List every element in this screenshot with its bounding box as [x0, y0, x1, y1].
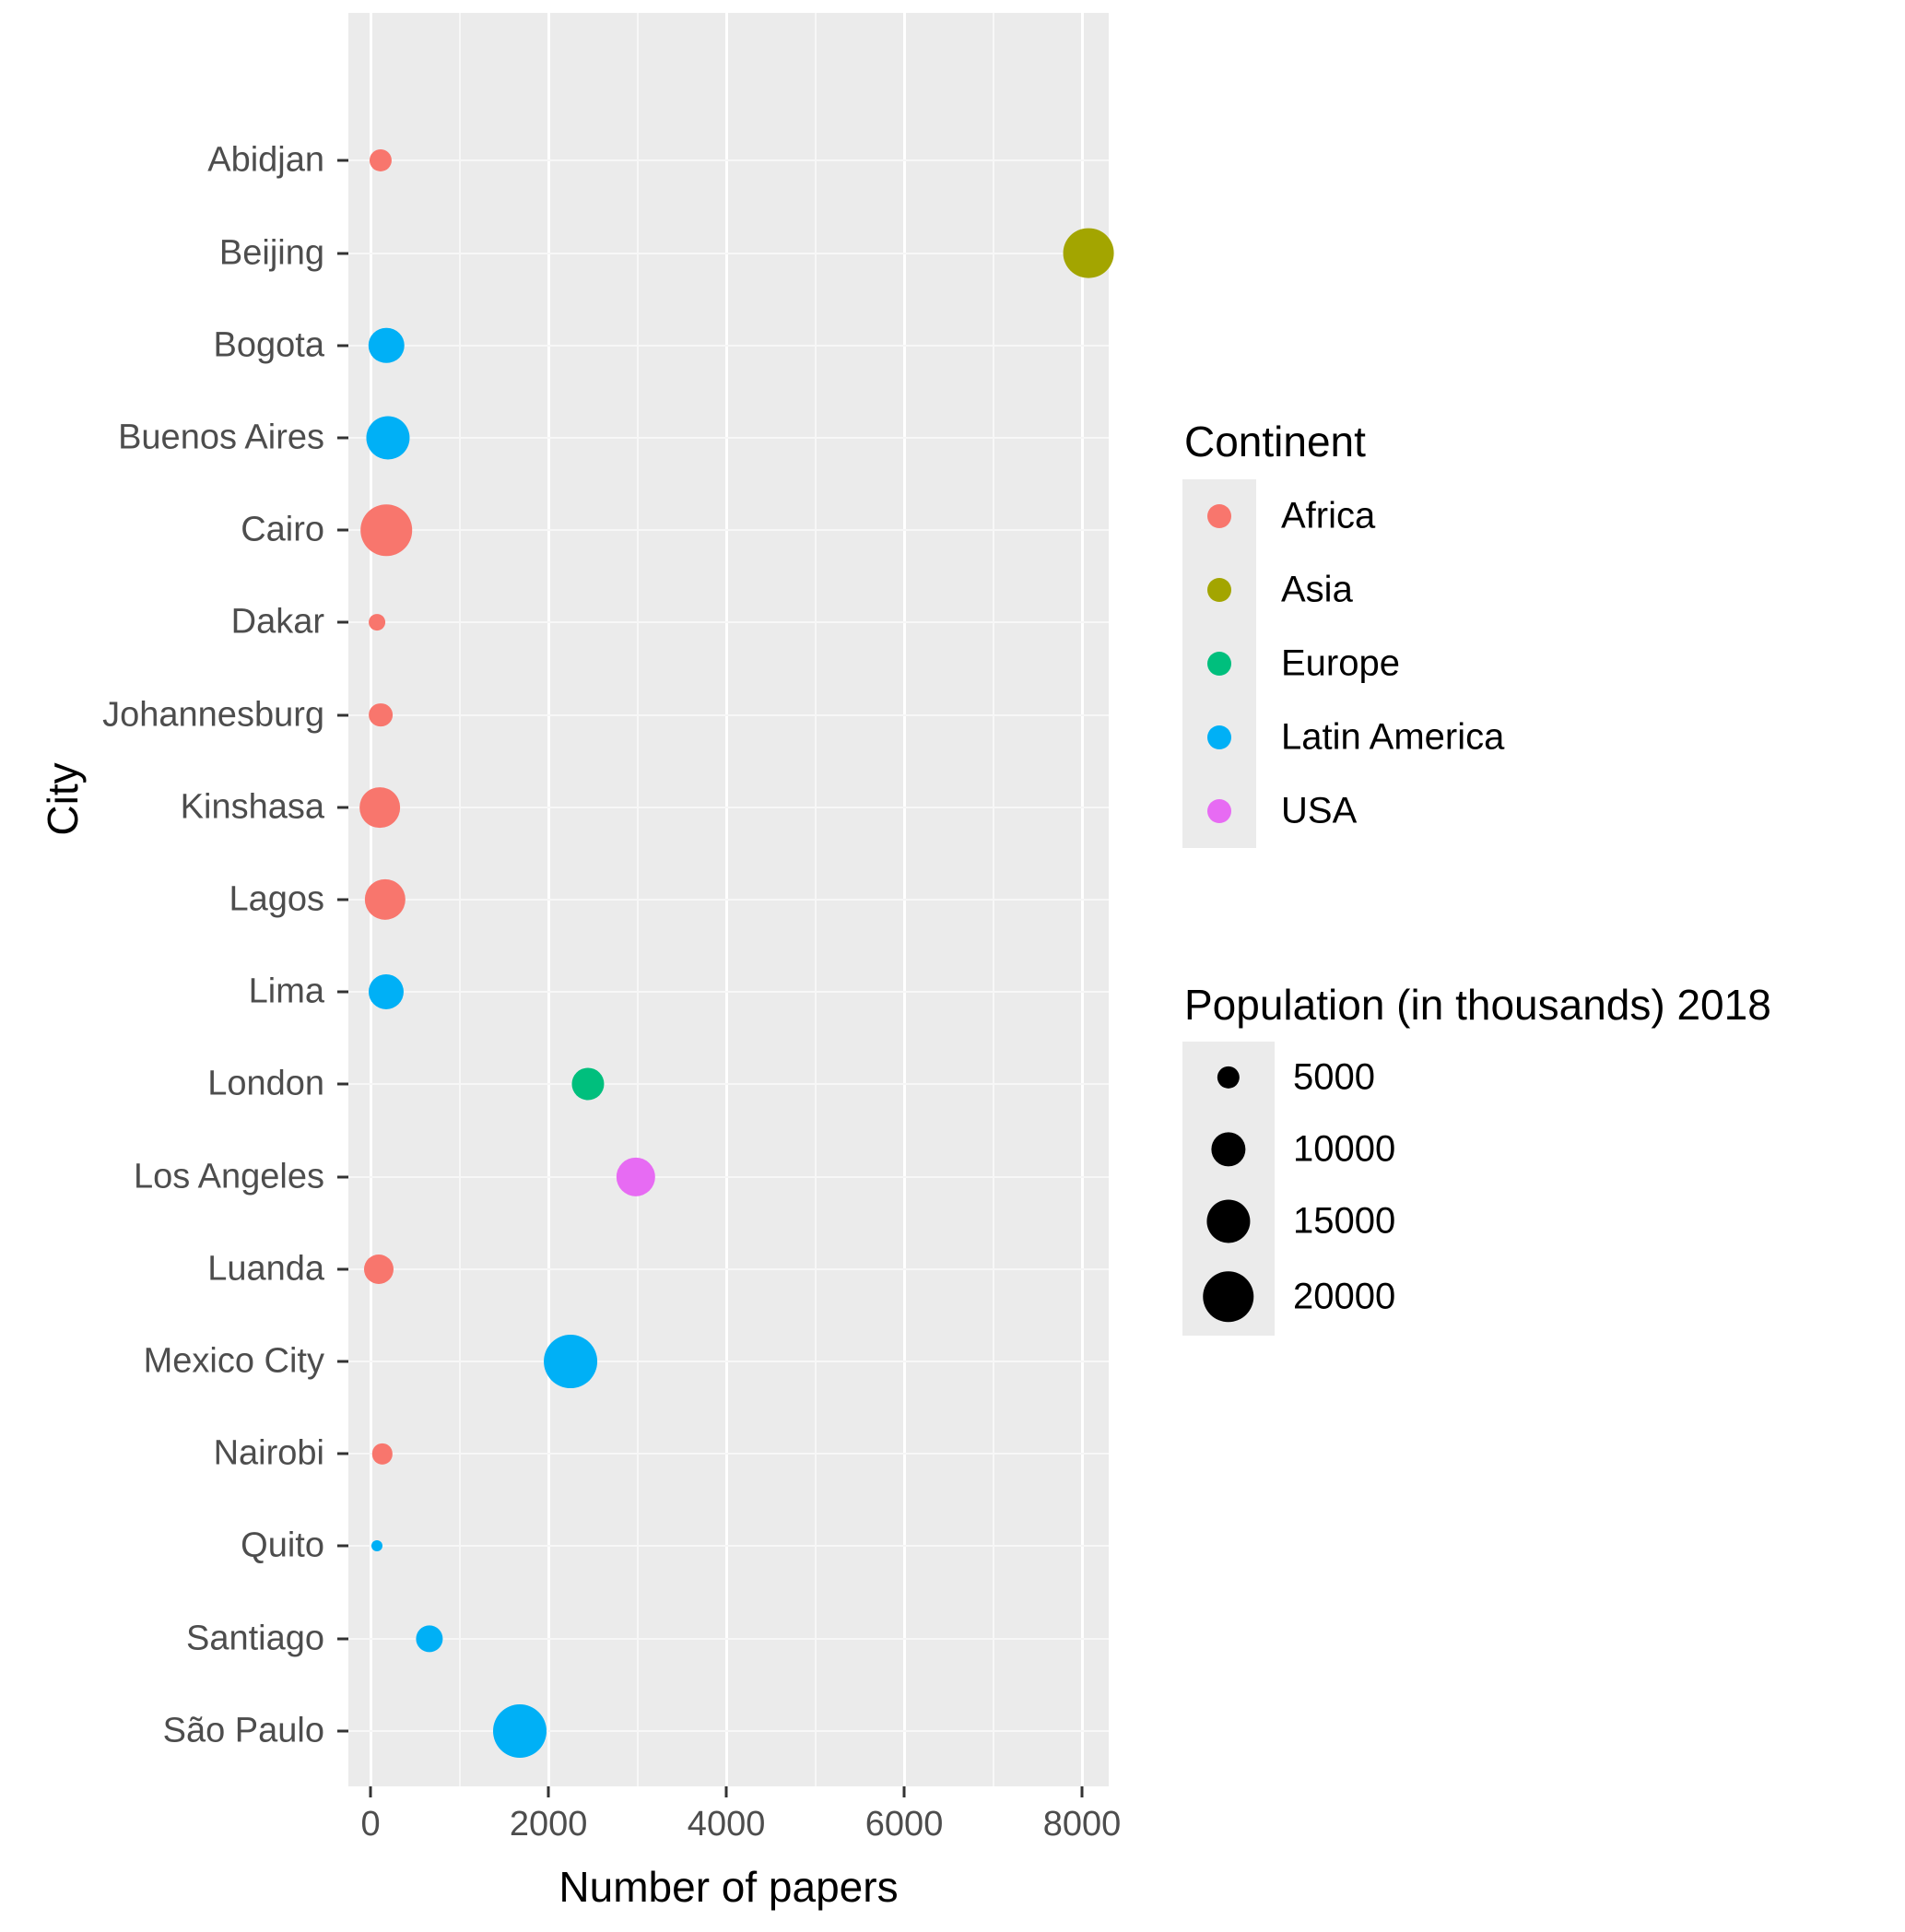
- data-point: [616, 1157, 654, 1196]
- y-gridline: [348, 1453, 1109, 1455]
- y-tick-label: Abidjan: [207, 140, 324, 180]
- legend-size-dot-icon: [1206, 1199, 1250, 1243]
- y-gridline: [348, 1176, 1109, 1178]
- legend-dot-icon: [1207, 725, 1231, 749]
- y-tick-mark: [337, 621, 348, 624]
- y-gridline: [348, 437, 1109, 439]
- y-tick-label: Cairo: [241, 510, 324, 549]
- data-point: [370, 149, 392, 171]
- y-gridline: [348, 621, 1109, 623]
- y-tick-label: Mexico City: [143, 1341, 324, 1381]
- legend-dot-icon: [1207, 652, 1231, 676]
- data-point: [493, 1704, 547, 1758]
- y-tick-label: Santiago: [185, 1619, 324, 1658]
- y-tick-label: Kinshasa: [180, 787, 324, 827]
- legend-key-continent[interactable]: [1182, 479, 1256, 553]
- y-tick-mark: [337, 1453, 348, 1455]
- y-gridline: [348, 1730, 1109, 1732]
- y-tick-label: São Paulo: [162, 1711, 324, 1750]
- legend-key-size[interactable]: [1182, 1113, 1275, 1185]
- x-axis-title: Number of papers: [559, 1863, 899, 1911]
- data-point: [571, 1068, 604, 1101]
- y-tick-mark: [337, 436, 348, 439]
- y-tick-mark: [337, 159, 348, 162]
- y-tick-mark: [337, 713, 348, 716]
- legend-label-size: 5000: [1293, 1056, 1375, 1098]
- y-tick-label: Luanda: [207, 1249, 324, 1289]
- y-gridline: [348, 1268, 1109, 1270]
- y-tick-mark: [337, 1545, 348, 1548]
- data-point: [364, 1255, 394, 1284]
- y-tick-label: Bogota: [213, 325, 324, 365]
- legend-key-continent[interactable]: [1182, 701, 1256, 774]
- y-tick-label: Lima: [248, 972, 324, 1011]
- legend-label-continent: Latin America: [1281, 716, 1505, 758]
- x-tick-label: 2000: [509, 1805, 588, 1844]
- x-tick-mark: [903, 1786, 906, 1797]
- legend-size-dot-icon: [1217, 1066, 1240, 1089]
- y-gridline: [348, 991, 1109, 993]
- y-gridline: [348, 1361, 1109, 1362]
- y-gridline: [348, 1083, 1109, 1085]
- x-tick-label: 8000: [1042, 1805, 1122, 1844]
- y-tick-label: Los Angeles: [133, 1157, 324, 1196]
- y-gridline: [348, 807, 1109, 808]
- continent-legend-keys: [1182, 479, 1256, 848]
- y-tick-mark: [337, 1267, 348, 1270]
- x-tick-label: 6000: [864, 1805, 944, 1844]
- x-tick-label: 4000: [687, 1805, 766, 1844]
- legend-dot-icon: [1207, 799, 1231, 823]
- legend-key-continent[interactable]: [1182, 627, 1256, 701]
- size-legend-title: Population (in thousands) 2018: [1184, 981, 1771, 1029]
- y-gridline: [348, 899, 1109, 901]
- y-tick-label: Dakar: [230, 602, 324, 642]
- y-tick-mark: [337, 529, 348, 532]
- y-tick-mark: [337, 1729, 348, 1732]
- legend-dot-icon: [1207, 504, 1231, 528]
- data-point: [369, 703, 393, 727]
- y-tick-label: Johannesburg: [102, 695, 324, 735]
- legend-dot-icon: [1207, 578, 1231, 602]
- legend-key-size[interactable]: [1182, 1185, 1275, 1257]
- legend-label-size: 15000: [1293, 1200, 1396, 1242]
- y-tick-label: Beijing: [218, 233, 324, 273]
- data-point: [364, 879, 405, 920]
- legend-key-size[interactable]: [1182, 1257, 1275, 1336]
- legend-label-continent: USA: [1281, 790, 1358, 831]
- y-tick-label: London: [207, 1064, 324, 1103]
- y-gridline: [348, 253, 1109, 254]
- y-tick-mark: [337, 1083, 348, 1086]
- data-point: [371, 1540, 382, 1551]
- y-gridline: [348, 345, 1109, 347]
- y-gridline: [348, 159, 1109, 161]
- legend-key-size[interactable]: [1182, 1042, 1275, 1113]
- y-tick-label: Quito: [241, 1526, 324, 1565]
- data-point: [544, 1335, 597, 1388]
- x-tick-mark: [370, 1786, 372, 1797]
- legend-label-continent: Europe: [1281, 642, 1400, 684]
- legend-key-continent[interactable]: [1182, 553, 1256, 627]
- data-point: [359, 787, 400, 828]
- y-tick-mark: [337, 1361, 348, 1363]
- data-point: [371, 1443, 392, 1464]
- y-tick-mark: [337, 252, 348, 254]
- plot-panel: [348, 13, 1109, 1786]
- y-gridline: [348, 1638, 1109, 1640]
- legend-key-continent[interactable]: [1182, 774, 1256, 848]
- data-point: [369, 328, 404, 363]
- x-tick-mark: [547, 1786, 550, 1797]
- data-point: [368, 974, 403, 1009]
- data-point: [1063, 228, 1113, 278]
- y-gridline: [348, 1545, 1109, 1547]
- x-tick-mark: [1081, 1786, 1084, 1797]
- y-tick-label: Buenos Aires: [118, 418, 324, 457]
- y-tick-mark: [337, 344, 348, 347]
- legend-size-dot-icon: [1211, 1132, 1245, 1166]
- data-point: [361, 504, 413, 556]
- y-gridline: [348, 714, 1109, 716]
- legend-label-continent: Asia: [1281, 569, 1353, 610]
- y-tick-mark: [337, 1637, 348, 1640]
- legend-size-dot-icon: [1203, 1271, 1253, 1322]
- legend-label-size: 20000: [1293, 1276, 1396, 1317]
- data-point: [369, 614, 385, 630]
- y-gridline: [348, 529, 1109, 531]
- legend-label-continent: Africa: [1281, 495, 1376, 536]
- legend-label-size: 10000: [1293, 1128, 1396, 1170]
- y-tick-mark: [337, 991, 348, 994]
- x-tick-mark: [725, 1786, 728, 1797]
- data-point: [367, 416, 410, 459]
- data-point: [416, 1625, 442, 1652]
- y-axis-title: City: [39, 762, 87, 836]
- continent-legend-title: Continent: [1184, 418, 1366, 465]
- y-tick-mark: [337, 1175, 348, 1178]
- y-tick-label: Lagos: [229, 879, 324, 919]
- y-tick-mark: [337, 806, 348, 808]
- size-legend-keys: [1182, 1042, 1275, 1336]
- x-tick-label: 0: [360, 1805, 381, 1844]
- y-tick-label: Nairobi: [213, 1433, 324, 1473]
- y-tick-mark: [337, 899, 348, 901]
